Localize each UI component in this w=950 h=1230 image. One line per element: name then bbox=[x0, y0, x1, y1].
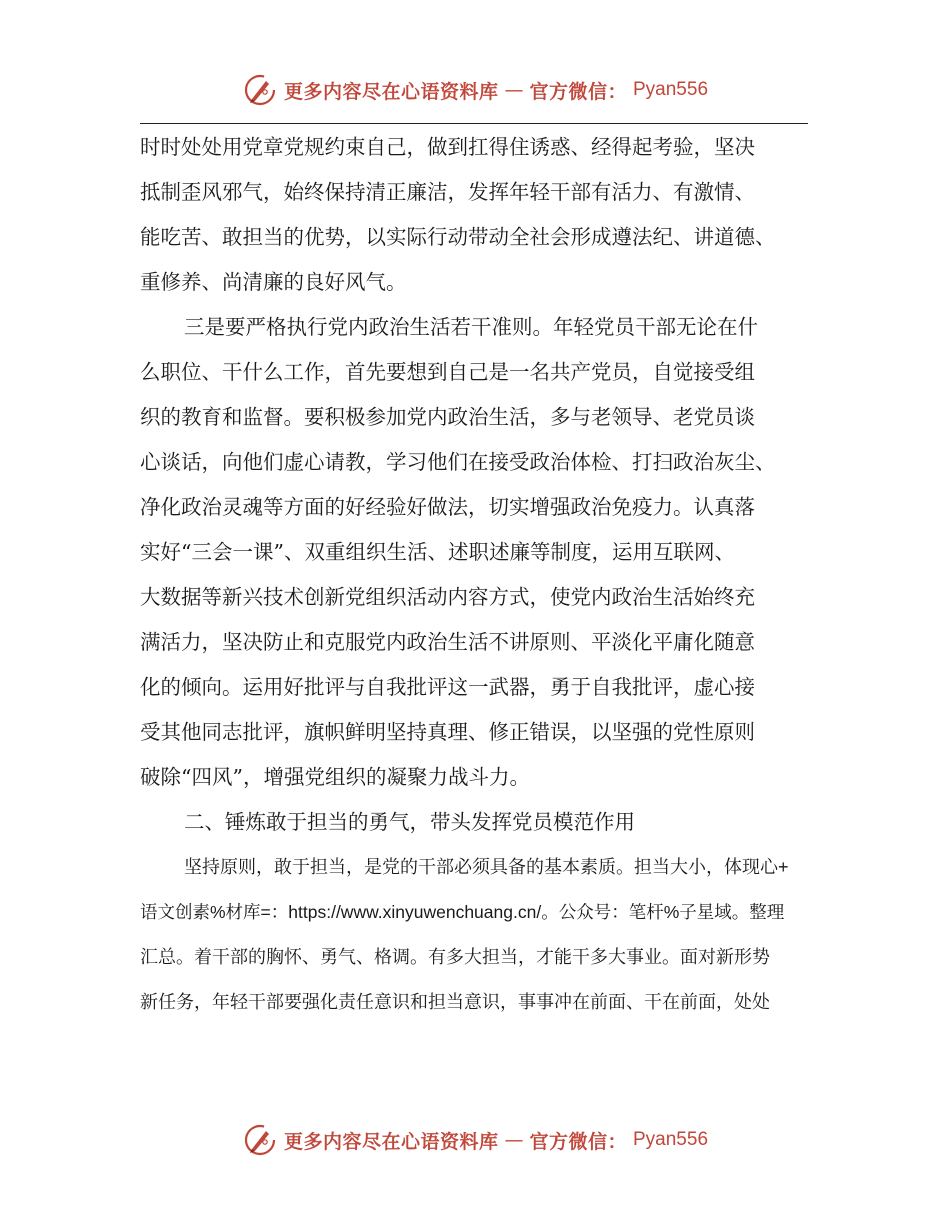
text-line: 化的倾向。运用好批评与自我批评这一武器，勇于自我批评，虚心接 bbox=[140, 675, 755, 699]
header-watermark bbox=[0, 68, 950, 112]
watermark-contact-id: Pyan556 bbox=[633, 79, 709, 100]
paragraph-start: 三是要严格执行党内政治生活若干准则。年轻党员干部无论在什 bbox=[184, 315, 758, 339]
watermark-contact-label: 官方微信： bbox=[529, 1130, 627, 1153]
watermark-main-text: 更多内容尽在心语资料库 bbox=[283, 1130, 499, 1153]
watermark-contact-id: Pyan556 bbox=[633, 1129, 709, 1150]
section-heading: 二、锤炼敢于担当的勇气，带头发挥党员模范作用 bbox=[184, 810, 635, 834]
watermark-contact-label: 官方微信： bbox=[529, 80, 627, 103]
text-line: 受其他同志批评，旗帜鲜明坚持真理、修正错误，以坚强的党性原则 bbox=[140, 720, 755, 744]
text-line: 能吃苦、敢担当的优势，以实际行动带动全社会形成遵法纪、讲道德、 bbox=[140, 225, 776, 249]
quill-logo-icon bbox=[242, 1122, 278, 1158]
text-line: 破除“四风”，增强党组织的凝聚力战斗力。 bbox=[140, 765, 530, 789]
text-line: 时时处处用党章党规约束自己，做到扛得住诱惑、经得起考验，坚决 bbox=[140, 135, 755, 159]
header-divider bbox=[140, 123, 808, 124]
article-body bbox=[140, 125, 812, 1025]
text-line: 满活力，坚决防止和克服党内政治生活不讲原则、平淡化平庸化随意 bbox=[140, 630, 755, 654]
footer-watermark bbox=[0, 1118, 950, 1162]
text-line: 抵制歪风邪气，始终保持清正廉洁，发挥年轻干部有活力、有激情、 bbox=[140, 180, 755, 204]
watermark-separator: — bbox=[504, 79, 524, 101]
text-line: 大数据等新兴技术创新党组织活动内容方式，使党内政治生活始终充 bbox=[140, 585, 755, 609]
text-line: 实好“三会一课”、双重组织生活、述职述廉等制度，运用互联网、 bbox=[140, 540, 735, 564]
watermark-main-text: 更多内容尽在心语资料库 bbox=[283, 80, 499, 103]
text-line: 心谈话，向他们虚心请教，学习他们在接受政治体检、打扫政治灰尘、 bbox=[140, 450, 776, 474]
quill-logo-icon bbox=[242, 72, 278, 108]
text-line: 重修养、尚清廉的良好风气。 bbox=[140, 270, 407, 294]
text-line: 净化政治灵魂等方面的好经验好做法，切实增强政治免疫力。认真落 bbox=[140, 495, 755, 519]
text-line: 新任务，年轻干部要强化责任意识和担当意识，事事冲在前面、干在前面，处处 bbox=[140, 992, 770, 1012]
text-line: 汇总。着干部的胸怀、勇气、格调。有多大担当，才能干多大事业。面对新形势 bbox=[140, 947, 770, 967]
paragraph-start: 坚持原则，敢于担当，是党的干部必须具备的基本素质。担当大小，体现心+ bbox=[184, 857, 789, 877]
text-line: 么职位、干什么工作，首先要想到自己是一名共产党员，自觉接受组 bbox=[140, 360, 755, 384]
text-line: 语文创素%材库=：https://www.xinyuwenchuang.cn/。公众号：笔杆%子星域。整理 bbox=[140, 902, 785, 922]
text-line: 织的教育和监督。要积极参加党内政治生活，多与老领导、老党员谈 bbox=[140, 405, 755, 429]
watermark-separator: — bbox=[504, 1129, 524, 1151]
